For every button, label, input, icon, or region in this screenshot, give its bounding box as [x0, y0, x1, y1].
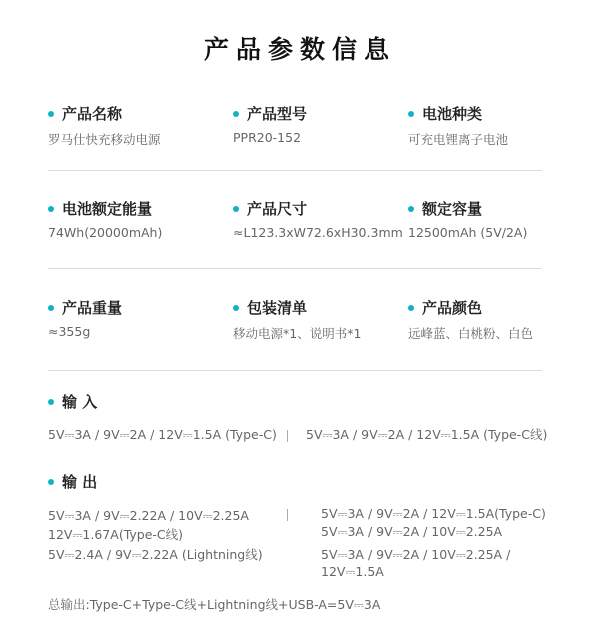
total-output: 总输出:Type-C+Type-C线+Lightning线+USB-A=5V⎓3A: [48, 597, 381, 612]
separator: [287, 509, 288, 521]
divider: [48, 370, 542, 371]
param-label: 产品尺寸: [247, 200, 308, 218]
param-value: 12500mAh (5V/2A): [408, 225, 528, 240]
bullet-dot-icon: [48, 206, 54, 212]
param-rated-energy: [48, 199, 162, 240]
param-weight: [48, 298, 122, 339]
output-spec-right-4: 12V⎓1.5A: [321, 564, 384, 579]
param-value: 可充电锂离子电池: [408, 132, 509, 147]
param-value: 移动电源*1、说明书*1: [233, 326, 362, 341]
bullet-dot-icon: [408, 206, 414, 212]
param-value: ≈355g: [48, 324, 91, 339]
output-spec-right-2: 5V⎓3A / 9V⎓2A / 10V⎓2.25A: [321, 524, 503, 539]
bullet-dot-icon: [48, 305, 54, 311]
output-spec-left-2: 12V⎓1.67A(Type-C线): [48, 527, 184, 542]
output-label: 输 出: [62, 473, 98, 491]
separator: [287, 430, 288, 442]
param-value: 远峰蓝、白桃粉、白色: [408, 326, 534, 341]
bullet-dot-icon: [408, 305, 414, 311]
bullet-dot-icon: [408, 111, 414, 117]
bullet-dot-icon: [233, 206, 239, 212]
param-model: [233, 104, 307, 145]
output-spec-right-3: 5V⎓3A / 9V⎓2A / 10V⎓2.25A /: [321, 547, 511, 562]
bullet-dot-icon: [233, 305, 239, 311]
param-value: ≈L123.3xW72.6xH30.3mm: [233, 225, 403, 240]
param-value: 74Wh(20000mAh): [48, 225, 163, 240]
bullet-dot-icon: [48, 479, 54, 485]
param-label: 产品名称: [62, 105, 123, 123]
param-label: 额定容量: [422, 200, 483, 218]
param-label: 包装清单: [247, 299, 308, 317]
param-label: 产品型号: [247, 105, 308, 123]
output-spec-left-3: 5V⎓2.4A / 9V⎓2.22A (Lightning线): [48, 547, 263, 562]
param-battery-type: [408, 104, 508, 148]
param-label: 电池额定能量: [62, 200, 153, 218]
param-package: [233, 298, 361, 342]
param-label: 电池种类: [422, 105, 483, 123]
divider: [48, 170, 542, 171]
page-title: 产品参数信息: [203, 35, 396, 64]
divider: [48, 268, 542, 269]
output-spec-right-1: 5V⎓3A / 9V⎓2A / 12V⎓1.5A(Type-C): [321, 506, 546, 521]
output-section-label: [48, 472, 97, 492]
bullet-dot-icon: [48, 111, 54, 117]
param-rated-capacity: [408, 199, 527, 240]
param-label: 产品重量: [62, 299, 123, 317]
param-product-name: [48, 104, 161, 148]
input-label: 输 入: [62, 393, 98, 411]
bullet-dot-icon: [233, 111, 239, 117]
input-spec-right: 5V⎓3A / 9V⎓2A / 12V⎓1.5A (Type-C线): [306, 427, 548, 442]
param-color: [408, 298, 533, 342]
param-label: 产品颜色: [422, 299, 483, 317]
output-spec-left-1: 5V⎓3A / 9V⎓2.22A / 10V⎓2.25A: [48, 508, 249, 523]
input-spec-left: 5V⎓3A / 9V⎓2A / 12V⎓1.5A (Type-C): [48, 427, 277, 442]
param-value: 罗马仕快充移动电源: [48, 132, 161, 147]
param-size: [233, 199, 403, 240]
param-value: PPR20-152: [233, 130, 302, 145]
bullet-dot-icon: [48, 399, 54, 405]
input-section-label: [48, 392, 97, 412]
